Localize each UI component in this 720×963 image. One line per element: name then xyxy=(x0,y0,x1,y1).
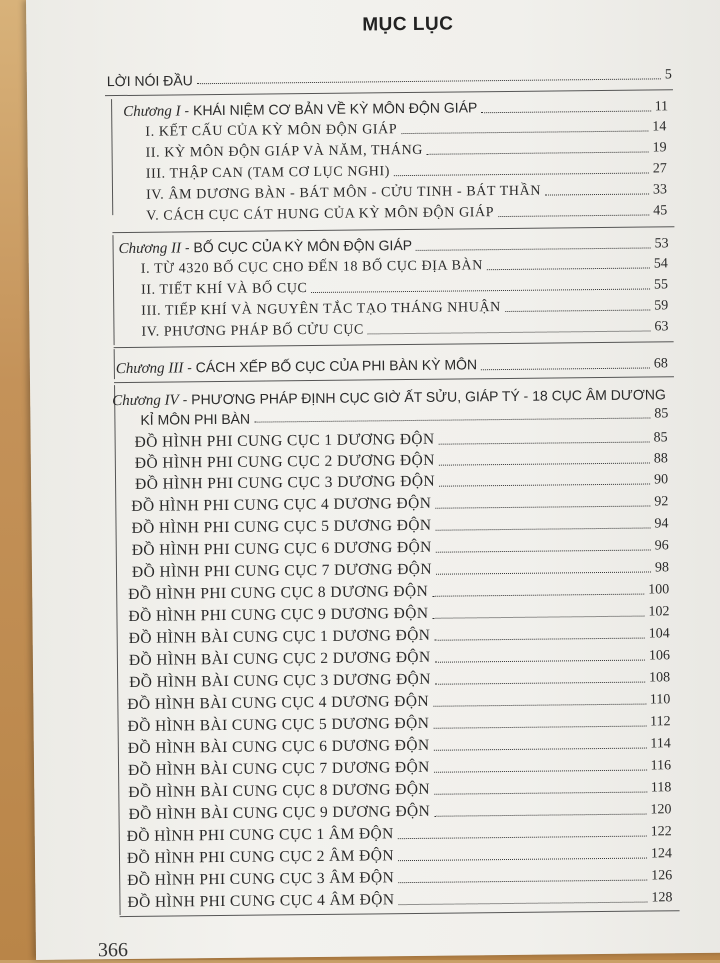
figure-title: ĐỒ HÌNH PHI CUNG CỤC 2 ÂM ĐỘN xyxy=(126,847,395,867)
figure-title: ĐỒ HÌNH PHI CUNG CỤC 5 DƯƠNG ĐỘN xyxy=(131,516,432,537)
toc-entry-page: 92 xyxy=(654,494,669,510)
figure-title: ĐỒ HÌNH PHI CUNG CỤC 8 DƯƠNG ĐỘN xyxy=(128,582,429,603)
leader-dots xyxy=(398,880,647,884)
toc-entry-figure xyxy=(127,822,672,846)
section-title: IV. ÂM DƯƠNG BÀN - BÁT MÔN - CỬU TINH - BÁT THẦN xyxy=(145,183,542,203)
leader-dots xyxy=(434,638,644,641)
leader-dots xyxy=(435,505,650,508)
toc-entry-page: 118 xyxy=(650,780,672,796)
leader-dots xyxy=(197,78,661,84)
section-title: I. KẾT CẤU CỦA KỲ MÔN ĐỘN GIÁP xyxy=(145,122,398,140)
figure-title: ĐỒ HÌNH BÀI CUNG CỤC 7 DƯƠNG ĐỘN xyxy=(127,758,430,779)
leader-dots xyxy=(434,792,647,795)
section-title: II. KỲ MÔN ĐỘN GIÁP VÀ NĂM, THÁNG xyxy=(145,142,424,161)
toc-entry-figure xyxy=(131,514,668,538)
toc-entry-figure xyxy=(127,866,672,890)
section-title: I. TỪ 4320 BỐ CỤC CHO ĐẾN 18 BỐ CỤC ĐỊA BÀN xyxy=(140,258,483,277)
toc-entry-title: LỜI NÓI ĐẦU xyxy=(106,72,193,90)
toc-entry-page: 128 xyxy=(651,890,673,906)
figure-title: ĐỒ HÌNH PHI CUNG CỤC 1 ÂM ĐỘN xyxy=(126,825,394,845)
page-title: MỤC LỤC xyxy=(362,13,454,36)
toc-entry-page: 88 xyxy=(653,451,668,467)
toc-entry-figure xyxy=(128,580,669,604)
chapter-label: Chương III xyxy=(115,360,184,378)
toc-entry-chapter-4: Chương IV - PHƯƠNG PHÁP ĐỊNH CỤC GIỜ ẤT SỬU, GIÁP TÝ - 18 CỤC ÂM DƯƠNG xyxy=(112,386,666,410)
figure-title: ĐỒ HÌNH BÀI CUNG CỤC 8 DƯƠNG ĐỘN xyxy=(128,780,431,801)
section-divider xyxy=(114,376,674,383)
toc-entry-page: 55 xyxy=(653,277,669,293)
toc-entry-figure xyxy=(127,888,672,912)
toc-entry-section xyxy=(141,298,668,320)
bracket-line xyxy=(111,99,113,215)
toc-entry-figure xyxy=(132,558,669,582)
figure-title: ĐỒ HÌNH PHI CUNG CỤC 7 DƯƠNG ĐỘN xyxy=(131,560,433,581)
toc-entry-figure xyxy=(128,712,671,736)
toc-entry-section xyxy=(146,161,667,182)
toc-entry-page: 54 xyxy=(653,256,668,272)
leader-dots xyxy=(401,130,648,134)
toc-entry-figure xyxy=(128,602,669,626)
chapter-label: Chương IV xyxy=(112,392,179,410)
figure-title: ĐỒ HÌNH PHI CUNG CỤC 4 DƯƠNG ĐỘN xyxy=(131,494,432,515)
figure-title: ĐỒ HÌNH PHI CUNG CỤC 3 ÂM ĐỘN xyxy=(127,869,395,889)
toc-entry-section xyxy=(141,319,668,341)
figure-title: ĐỒ HÌNH BÀI CUNG CỤC 9 DƯƠNG ĐỘN xyxy=(128,802,431,823)
leader-dots xyxy=(416,247,651,250)
leader-dots xyxy=(505,309,650,312)
leader-dots xyxy=(432,594,644,597)
toc-entry-page: 122 xyxy=(650,824,672,840)
toc-entry-page: 116 xyxy=(650,758,672,774)
toc-entry-chapter-2: Chương II - BỐ CỤC CỦA KỲ MÔN ĐỘN GIÁP 53 xyxy=(118,236,669,258)
leader-dots xyxy=(254,417,650,422)
toc-entry-figure xyxy=(131,492,668,516)
figure-title: ĐỒ HÌNH BÀI CUNG CỤC 3 DƯƠNG ĐỘN xyxy=(129,670,431,691)
toc-entry-figure xyxy=(129,624,670,648)
toc-entry-figure xyxy=(127,844,672,868)
toc-entry-section xyxy=(146,140,667,161)
page-number: 366 xyxy=(97,938,129,962)
leader-dots xyxy=(436,549,651,552)
figure-title: ĐỒ HÌNH PHI CUNG CỤC 3 DƯƠNG ĐỘN xyxy=(134,472,436,493)
chapter-label: Chương II xyxy=(118,240,182,258)
toc-entry-figure xyxy=(129,668,670,692)
leader-dots xyxy=(398,858,647,862)
leader-dots xyxy=(433,726,646,729)
toc-entry-preface xyxy=(107,67,672,89)
chapter-title: KHÁI NIỆM CƠ BẢN VỀ KỲ MÔN ĐỘN GIÁP xyxy=(192,99,478,119)
toc-entry-page: 59 xyxy=(654,298,669,314)
figure-title: ĐỒ HÌNH BÀI CUNG CỤC 6 DƯƠNG ĐỘN xyxy=(127,736,430,757)
bracket-line xyxy=(114,385,121,915)
leader-dots xyxy=(311,288,650,293)
figure-title: ĐỒ HÌNH PHI CUNG CỤC 2 DƯƠNG ĐỘN xyxy=(134,451,435,472)
toc-entry-page: 45 xyxy=(653,203,668,219)
figure-title: ĐỒ HÌNH BÀI CUNG CỤC 2 DƯƠNG ĐỘN xyxy=(128,648,431,669)
leader-dots xyxy=(439,462,650,465)
toc-entry-page: 94 xyxy=(654,516,669,532)
toc-entry-page: 96 xyxy=(654,538,669,554)
toc-entry-page: 33 xyxy=(652,182,668,198)
toc-entry-page: 19 xyxy=(652,140,667,156)
leader-dots xyxy=(432,616,644,619)
section-title: II. TIẾT KHÍ VÀ BỐ CỤC xyxy=(140,281,308,298)
toc-entry-figure xyxy=(135,470,668,494)
figure-title: ĐỒ HÌNH BÀI CUNG CỤC 5 DƯƠNG ĐỘN xyxy=(127,714,430,735)
toc-entry-chapter-3: Chương III - CÁCH XẾP BỐ CỤC CỦA PHI BÀN KỲ MÔN 68 xyxy=(115,356,668,378)
section-title: V. CÁCH CỤC CÁT HUNG CỦA KỲ MÔN ĐỘN GIÁP xyxy=(146,205,495,224)
leader-dots xyxy=(427,151,649,154)
toc-entry-page: 5 xyxy=(664,67,672,83)
toc-entry-page: 68 xyxy=(653,356,668,372)
figure-title: ĐỒ HÌNH BÀI CUNG CỤC 1 DƯƠNG ĐỘN xyxy=(128,626,431,647)
toc-entry-figure xyxy=(128,734,671,758)
toc-entry-page: 90 xyxy=(653,472,669,488)
toc-entry-figure xyxy=(128,756,671,780)
toc-entry-page: 112 xyxy=(650,714,671,730)
toc-entry-section xyxy=(146,182,667,203)
bracket-line xyxy=(114,349,115,379)
leader-dots xyxy=(434,770,647,773)
toc-entry-page: 27 xyxy=(652,161,667,177)
section-title: III. TIẾP KHÍ VÀ NGUYÊN TẮC TẠO THÁNG NHUẬN xyxy=(141,300,501,319)
leader-dots xyxy=(435,682,645,685)
figure-title: ĐỒ HÌNH PHI CUNG CỤC 9 DƯƠNG ĐỘN xyxy=(128,604,429,625)
toc-entry-section xyxy=(141,256,668,278)
leader-dots xyxy=(439,483,650,486)
leader-dots xyxy=(487,267,650,270)
toc-entry-figure xyxy=(129,646,670,670)
toc-entry-page: 120 xyxy=(650,802,672,818)
section-title: III. THẬP CAN (TAM CƠ LỤC NGHI) xyxy=(145,164,391,182)
toc-entry-section xyxy=(146,203,667,224)
leader-dots xyxy=(481,367,650,370)
toc-entry-chapter-1: Chương I - KHÁI NIỆM CƠ BẢN VỀ KỲ MÔN ĐỘN GIÁP 11 xyxy=(123,99,669,120)
toc-entry-page: 104 xyxy=(648,626,670,642)
toc-entry-page: 100 xyxy=(648,582,670,598)
toc-entry-page: 63 xyxy=(654,319,669,335)
toc-entry-page: 85 xyxy=(653,430,668,446)
section-divider xyxy=(114,341,674,348)
figure-title: ĐỒ HÌNH PHI CUNG CỤC 4 ÂM ĐỘN xyxy=(127,891,395,911)
toc-entry-figure xyxy=(132,536,669,560)
toc-entry-page: 14 xyxy=(652,119,667,135)
toc-entry-page: 106 xyxy=(648,648,670,664)
leader-dots xyxy=(435,660,645,663)
chapter-title: CÁCH XẾP BỐ CỤC CỦA PHI BÀN KỲ MÔN xyxy=(195,356,478,376)
toc-entry-figure xyxy=(135,428,668,452)
toc-entry-figure xyxy=(127,690,670,714)
figure-title: ĐỒ HÌNH PHI CUNG CỤC 6 DƯƠNG ĐỘN xyxy=(131,538,432,559)
figure-title: ĐỒ HÌNH BÀI CUNG CỤC 4 DƯƠNG ĐỘN xyxy=(127,692,430,713)
chapter-title: PHƯƠNG PHÁP ĐỊNH CỤC GIỜ ẤT SỬU, GIÁP TÝ - 18 CỤC ÂM DƯƠNG xyxy=(191,386,666,408)
toc-entry-page: 108 xyxy=(649,670,671,686)
figure-title: ĐỒ HÌNH PHI CUNG CỤC 1 DƯƠNG ĐỘN xyxy=(134,430,435,451)
toc-entry-section xyxy=(145,119,666,140)
toc-entry-page: 53 xyxy=(654,236,669,252)
leader-dots xyxy=(398,836,647,840)
toc-entry-figure xyxy=(128,800,671,824)
toc-entry-figure xyxy=(128,778,671,802)
leader-dots xyxy=(434,748,647,751)
leader-dots xyxy=(434,814,646,817)
leader-dots xyxy=(394,172,649,176)
leader-dots xyxy=(545,193,649,195)
toc-entry-section xyxy=(141,277,668,299)
toc-entry-page: 126 xyxy=(651,868,673,884)
leader-dots xyxy=(433,704,646,707)
chapter-label: Chương I xyxy=(123,103,181,120)
leader-dots xyxy=(436,571,651,574)
toc-entry-page: 11 xyxy=(654,99,669,115)
toc-entry-page: 110 xyxy=(649,692,671,708)
toc-entry-chapter-4-cont xyxy=(140,406,668,428)
toc-entry-page: 98 xyxy=(654,560,670,576)
chapter-title: BỐ CỤC CỦA KỲ MÔN ĐỘN GIÁP xyxy=(193,236,413,256)
section-divider xyxy=(105,89,673,96)
leader-dots xyxy=(398,902,647,906)
section-divider xyxy=(112,226,674,233)
toc-entry-page: 124 xyxy=(650,846,673,862)
leader-dots xyxy=(368,330,651,334)
toc-entry-page: 85 xyxy=(654,406,669,422)
section-divider xyxy=(120,910,680,917)
section-title: IV. PHƯƠNG PHÁP BỐ CỬU CỤC xyxy=(141,322,365,340)
toc-entry-figure xyxy=(135,449,668,473)
leader-dots xyxy=(498,214,649,217)
toc-entry-page: 114 xyxy=(650,736,671,752)
book-page xyxy=(26,0,720,960)
leader-dots xyxy=(436,527,651,530)
leader-dots xyxy=(439,441,650,444)
toc-entry-page: 102 xyxy=(648,604,670,620)
chapter-title-line2: KỈ MÔN PHI BÀN xyxy=(140,410,251,428)
bracket-line xyxy=(112,235,114,345)
leader-dots xyxy=(481,110,650,113)
